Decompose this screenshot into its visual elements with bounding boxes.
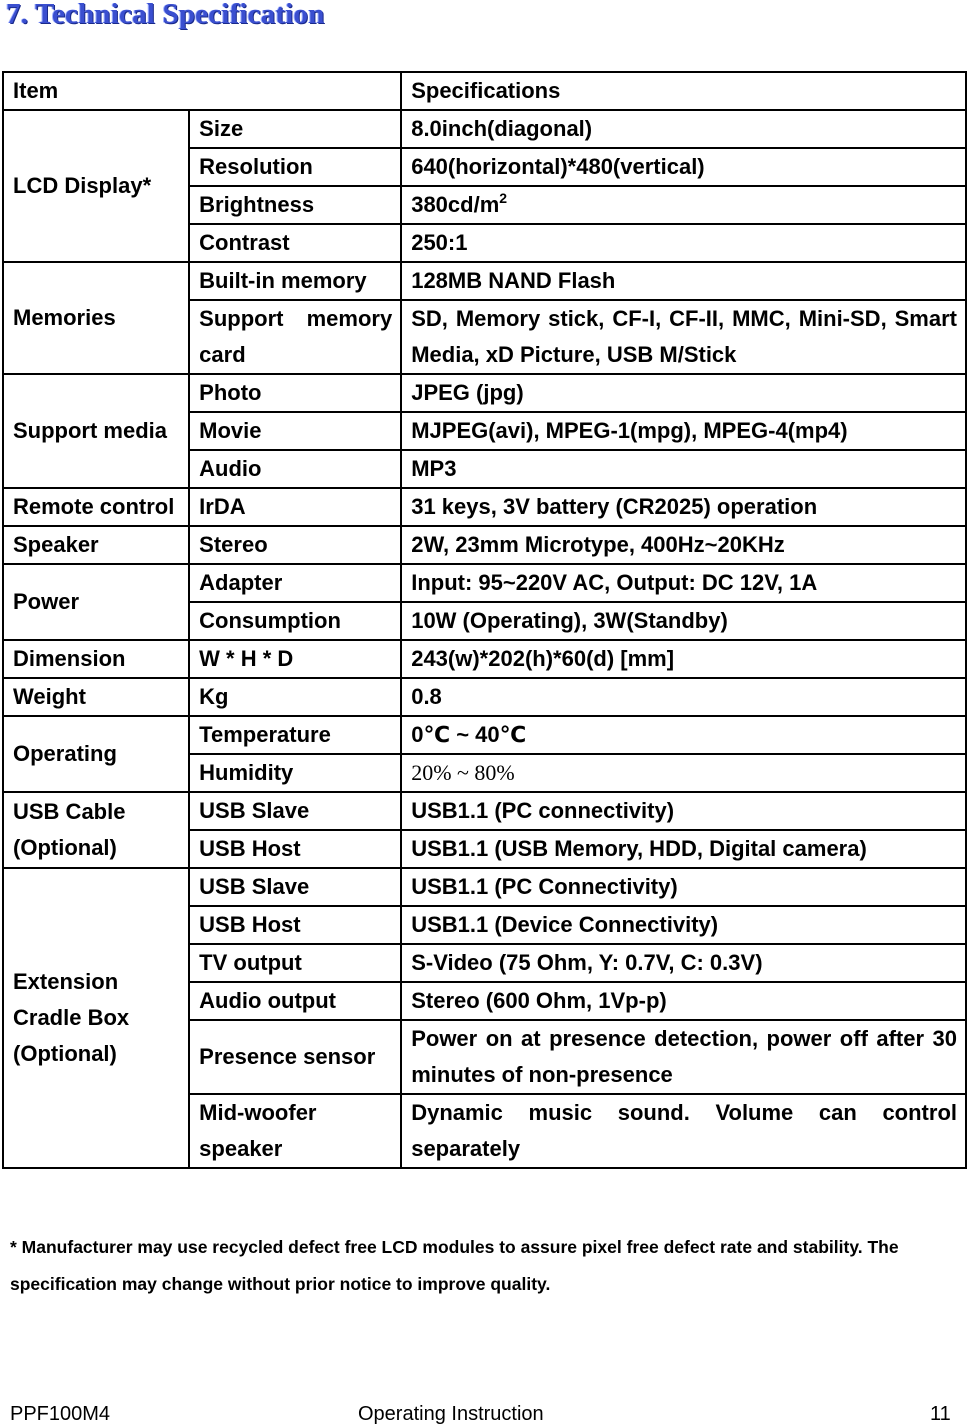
adapter-value: Input: 95~220V AC, Output: DC 12V, 1A — [401, 564, 966, 602]
usb-cable-slave-value: USB1.1 (PC connectivity) — [401, 792, 966, 830]
lcd-display-label: LCD Display* — [3, 110, 189, 262]
lcd-contrast-value: 250:1 — [401, 224, 966, 262]
header-specifications: Specifications — [401, 72, 966, 110]
footer-model: PPF100M4 — [10, 1403, 111, 1425]
table-row — [3, 678, 966, 716]
audio-output-value: Stereo (600 Ohm, 1Vp-p) — [401, 982, 966, 1020]
cradle-host-value: USB1.1 (Device Connectivity) — [401, 906, 966, 944]
table-row — [3, 526, 966, 564]
builtin-memory-value: 128MB NAND Flash — [401, 262, 966, 300]
support-memory-card-value: SD, Memory stick, CF-I, CF-II, MMC, Mini-SD, Smart Media, xD Picture, USB M/Stick — [401, 300, 966, 374]
support-memory-card-label: Support memory card — [189, 300, 401, 374]
audio-label: Audio — [189, 450, 401, 488]
table-row — [3, 640, 966, 678]
humidity-label: Humidity — [189, 754, 401, 792]
movie-label: Movie — [189, 412, 401, 450]
builtin-memory-label: Built-in memory — [189, 262, 401, 300]
tv-output-value: S-Video (75 Ohm, Y: 0.7V, C: 0.3V) — [401, 944, 966, 982]
power-label: Power — [3, 564, 189, 640]
table-row — [3, 716, 966, 754]
humidity-value: 20% ~ 80% — [401, 754, 966, 792]
dimension-value: 243(w)*202(h)*60(d) [mm] — [401, 640, 966, 678]
table-row — [3, 868, 966, 906]
adapter-label: Adapter — [189, 564, 401, 602]
photo-label: Photo — [189, 374, 401, 412]
weight-type: Kg — [189, 678, 401, 716]
mid-woofer-value: Dynamic music sound. Volume can control separately — [401, 1094, 966, 1168]
photo-value: JPEG (jpg) — [401, 374, 966, 412]
table-header-row — [3, 72, 966, 110]
footnote: * Manufacturer may use recycled defect free LCD modules to assure pixel free defect rate and stability. The specification may change without prior notice to improve quality. — [10, 1237, 899, 1294]
footer-page-number: 11 — [930, 1403, 951, 1425]
consumption-label: Consumption — [189, 602, 401, 640]
remote-control-label: Remote control — [3, 488, 189, 526]
table-row — [3, 374, 966, 412]
specification-table — [2, 71, 967, 1169]
tv-output-label: TV output — [189, 944, 401, 982]
cradle-host-label: USB Host — [189, 906, 401, 944]
lcd-brightness-superscript: 2 — [499, 190, 508, 206]
cradle-box-label: Extension Cradle Box (Optional) — [3, 868, 189, 1168]
movie-value: MJPEG(avi), MPEG-1(mpg), MPEG-4(mp4) — [401, 412, 966, 450]
lcd-resolution-value: 640(horizontal)*480(vertical) — [401, 148, 966, 186]
usb-cable-host-value: USB1.1 (USB Memory, HDD, Digital camera) — [401, 830, 966, 868]
table-row — [3, 564, 966, 602]
memories-label: Memories — [3, 262, 189, 374]
lcd-brightness-cell — [401, 186, 966, 224]
usb-cable-host-label: USB Host — [189, 830, 401, 868]
usb-cable-label: USB Cable (Optional) — [3, 792, 189, 868]
footer-doc-title: Operating Instruction — [358, 1403, 544, 1425]
remote-control-value: 31 keys, 3V battery (CR2025) operation — [401, 488, 966, 526]
page-title: 7. Technical Specification — [6, 0, 325, 30]
lcd-resolution-label: Resolution — [189, 148, 401, 186]
header-item: Item — [3, 72, 401, 110]
lcd-size-value: 8.0inch(diagonal) — [401, 110, 966, 148]
cradle-slave-label: USB Slave — [189, 868, 401, 906]
lcd-brightness-label: Brightness — [189, 186, 401, 224]
speaker-label: Speaker — [3, 526, 189, 564]
remote-control-type: IrDA — [189, 488, 401, 526]
weight-value: 0.8 — [401, 678, 966, 716]
support-media-label: Support media — [3, 374, 189, 488]
cradle-slave-value: USB1.1 (PC Connectivity) — [401, 868, 966, 906]
dimension-label: Dimension — [3, 640, 189, 678]
table-row — [3, 110, 966, 148]
usb-cable-slave-label: USB Slave — [189, 792, 401, 830]
consumption-value: 10W (Operating), 3W(Standby) — [401, 602, 966, 640]
table-row — [3, 262, 966, 300]
audio-output-label: Audio output — [189, 982, 401, 1020]
lcd-size-label: Size — [189, 110, 401, 148]
lcd-contrast-label: Contrast — [189, 224, 401, 262]
table-row — [3, 488, 966, 526]
audio-value: MP3 — [401, 450, 966, 488]
temperature-value: 0℃ ~ 40℃ — [401, 716, 966, 754]
weight-label: Weight — [3, 678, 189, 716]
lcd-brightness-value: 380cd/m — [411, 192, 500, 217]
table-row — [3, 792, 966, 830]
temperature-label: Temperature — [189, 716, 401, 754]
presence-sensor-value: Power on at presence detection, power off after 30 minutes of non-presence — [401, 1020, 966, 1094]
presence-sensor-label: Presence sensor — [189, 1020, 401, 1094]
mid-woofer-label: Mid-woofer speaker — [189, 1094, 401, 1168]
dimension-type: W * H * D — [189, 640, 401, 678]
speaker-value: 2W, 23mm Microtype, 400Hz~20KHz — [401, 526, 966, 564]
operating-label: Operating — [3, 716, 189, 792]
speaker-type: Stereo — [189, 526, 401, 564]
